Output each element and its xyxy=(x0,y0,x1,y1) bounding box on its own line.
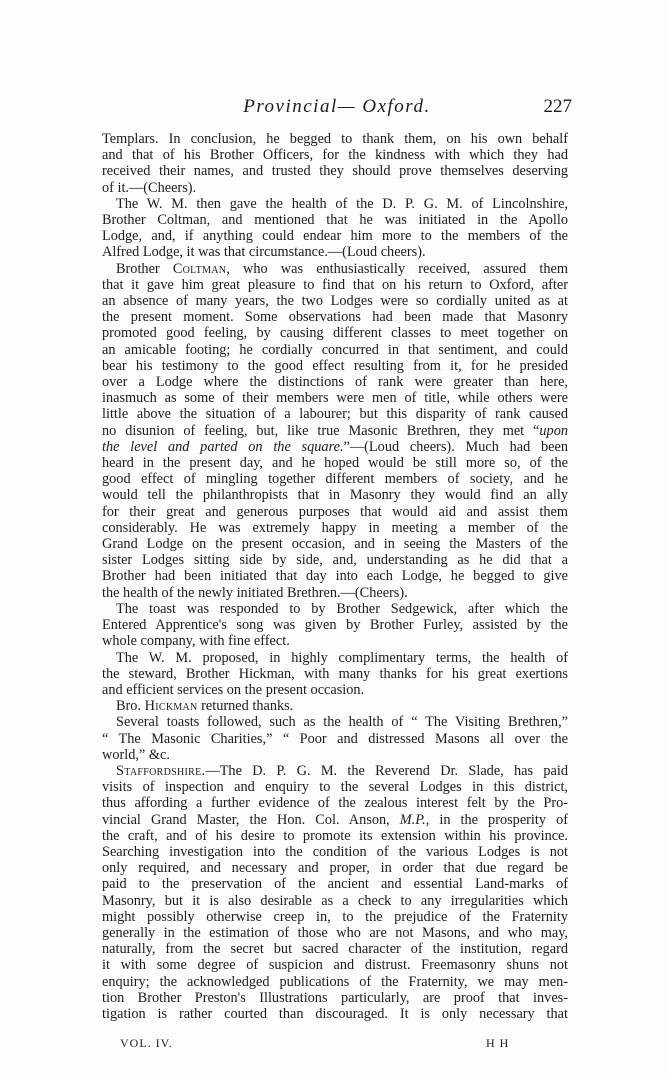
paragraph-lincolnshire xyxy=(102,196,568,261)
text-line: sister Lodges sitting side by side, and, understanding as he did that a xyxy=(102,552,568,569)
text-line xyxy=(102,261,568,277)
text-line: Searching investigation into the condition of the various Lodges is not xyxy=(102,843,568,860)
body-text xyxy=(102,131,568,1022)
text-line: and efficient services on the present occasion. xyxy=(102,681,365,698)
italic-quote: upon xyxy=(539,422,568,439)
page-header xyxy=(102,96,572,122)
text-line: paid to the preservation of the ancient and essential Land-marks of xyxy=(102,876,568,893)
page-footer xyxy=(120,1036,560,1054)
text-line: promoted good feeling, by causing different classes to meet together on xyxy=(102,325,568,342)
text-line xyxy=(102,763,568,779)
running-title: Provincial— Oxford. xyxy=(243,96,431,117)
text-line: only required, and necessary and proper, in order that due regard be xyxy=(102,860,568,877)
text-fragment: ”—(Loud cheers). Much had been xyxy=(343,438,568,455)
text-line: Brother had been initiated that day into each Lodge, he begged to give xyxy=(102,568,568,585)
text-line: Masonry, but it is also desirable as a check to any irregularities which xyxy=(102,892,568,909)
text-line: an absence of many years, the two Lodges were so cordially united as at xyxy=(102,293,568,310)
text-line: the craft, and of his desire to promote its extension within his province. xyxy=(102,827,568,844)
text-line: Alfred Lodge, it was that circumstance.—(Loud cheers). xyxy=(102,244,426,261)
page-number: 227 xyxy=(543,96,572,117)
text-line xyxy=(102,439,568,455)
text-line: Grand Lodge on the present occasion, and in seeing the Masters of the xyxy=(102,536,568,553)
text-line: tion Brother Preston's Illustrations particularly, are proof that inves- xyxy=(102,989,568,1006)
text-line: whole company, with fine effect. xyxy=(102,633,290,650)
text-line: The toast was responded to by Brother Sedgewick, after which the xyxy=(116,600,568,617)
text-line: tigation is rather courted than discouraged. It is only necessary that xyxy=(102,1005,568,1022)
text-line xyxy=(102,812,568,828)
text-line xyxy=(102,698,568,714)
text-line: visits of inspection and enquiry to the several Lodges in this district, xyxy=(102,779,568,796)
text-fragment: returned thanks. xyxy=(197,698,294,715)
text-line: Brother Coltman, and mentioned that he was initiated in the Apollo xyxy=(102,212,568,229)
text-line: heard in the present day, and he hoped would be still more so, of the xyxy=(102,455,568,472)
text-line: enquiry; the acknowledged publications of the Fraternity, we may men- xyxy=(102,973,568,990)
text-line: the present moment. Some observations had been made that Masonry xyxy=(102,309,568,326)
text-line: “ The Masonic Charities,” “ Poor and distressed Masons all over the xyxy=(102,730,568,747)
text-line: over a Lodge where the distinctions of rank were greater than here, xyxy=(102,374,568,391)
text-line: an amicable footing; he cordially concurred in that sentiment, and could xyxy=(102,341,568,358)
text-line: received their names, and trusted they should prove themselves deserving xyxy=(102,163,568,180)
text-line: Several toasts followed, such as the health of “ The Visiting Brethren,” xyxy=(116,714,568,731)
text-line: generally in the estimation of those who are not Masons, and who may, xyxy=(102,924,568,941)
text-line: would tell the philanthropists that in Masonry they would find an ally xyxy=(102,487,568,504)
text-line: for their great and generous purposes that would aid and assist them xyxy=(102,503,568,520)
paragraph-steward xyxy=(102,650,568,699)
paragraph-toasts xyxy=(102,714,568,763)
text-fragment: vincial Grand Master, the Hon. Col. Anson, xyxy=(102,811,400,828)
paragraph-staffordshire xyxy=(102,763,568,1022)
text-line: The W. M. proposed, in highly complimentary terms, the health of xyxy=(116,649,568,666)
text-fragment: , in the prosperity of xyxy=(425,811,568,828)
text-line: the health of the newly initiated Brethren.—(Cheers). xyxy=(102,584,408,601)
text-line: thus affording a further evidence of the zealous interest felt by the Pro- xyxy=(102,795,568,812)
paragraph-templars xyxy=(102,131,568,196)
paragraph-coltman xyxy=(102,261,568,601)
italic-title: M.P. xyxy=(399,811,426,828)
text-line: Templars. In conclusion, he begged to thank them, on his own behalf xyxy=(102,131,568,147)
paragraph-toast xyxy=(102,601,568,650)
text-line: world,” &c. xyxy=(102,746,170,763)
text-line: good effect of mingling together different members of society, and he xyxy=(102,471,568,488)
section-heading: Staffordshire. xyxy=(116,762,206,779)
text-line: the steward, Brother Hickman, with many thanks for his great exertions xyxy=(102,665,568,682)
text-line: naturally, from the secret but sacred character of the institution, regard xyxy=(102,941,568,958)
text-line: might possibly otherwise creep in, to the prejudice of the Fraternity xyxy=(102,908,568,925)
text-line: Entered Apprentice's song was given by Brother Furley, assisted by the xyxy=(102,617,568,634)
text-line: bear his testimony to the good effect resulting from it, for he presided xyxy=(102,357,568,374)
speaker-name: Coltman xyxy=(172,260,227,277)
italic-quote: the level and parted on the square. xyxy=(102,438,344,455)
text-line: of it.—(Cheers). xyxy=(102,179,197,196)
text-line: considerably. He was extremely happy in meeting a member of the xyxy=(102,519,568,536)
paragraph-hickman xyxy=(102,698,568,714)
text-line: The W. M. then gave the health of the D. P. G. M. of Lincolnshire, xyxy=(116,195,568,212)
text-fragment: no disunion of feeling, but, like true Masonic Brethren, they met “ xyxy=(102,422,540,439)
text-line: and that of his Brother Officers, for the kindness with which they had xyxy=(102,147,568,164)
signature-mark: H H xyxy=(486,1036,510,1050)
text-line: little above the situation of a labourer; but this disparity of rank caused xyxy=(102,406,568,423)
text-fragment: —The D. P. G. M. the Reverend Dr. Slade, has paid xyxy=(205,762,568,779)
text-line: inasmuch as some of their members were men of title, while others were xyxy=(102,390,568,407)
text-fragment: Bro. xyxy=(116,698,145,715)
text-line: it with some degree of suspicion and distrust. Freemasonry shuns not xyxy=(102,957,568,974)
text-line: Lodge, and, if anything could endear him more to the members of the xyxy=(102,228,568,245)
text-line xyxy=(102,423,568,439)
text-fragment: Brother xyxy=(116,260,173,277)
volume-mark: VOL. IV. xyxy=(120,1036,173,1050)
text-line: that it gave him great pleasure to find that on his return to Oxford, after xyxy=(102,276,568,293)
speaker-name: Hickman xyxy=(144,698,198,715)
text-fragment: , who was enthusiastically received, assured them xyxy=(226,260,569,277)
